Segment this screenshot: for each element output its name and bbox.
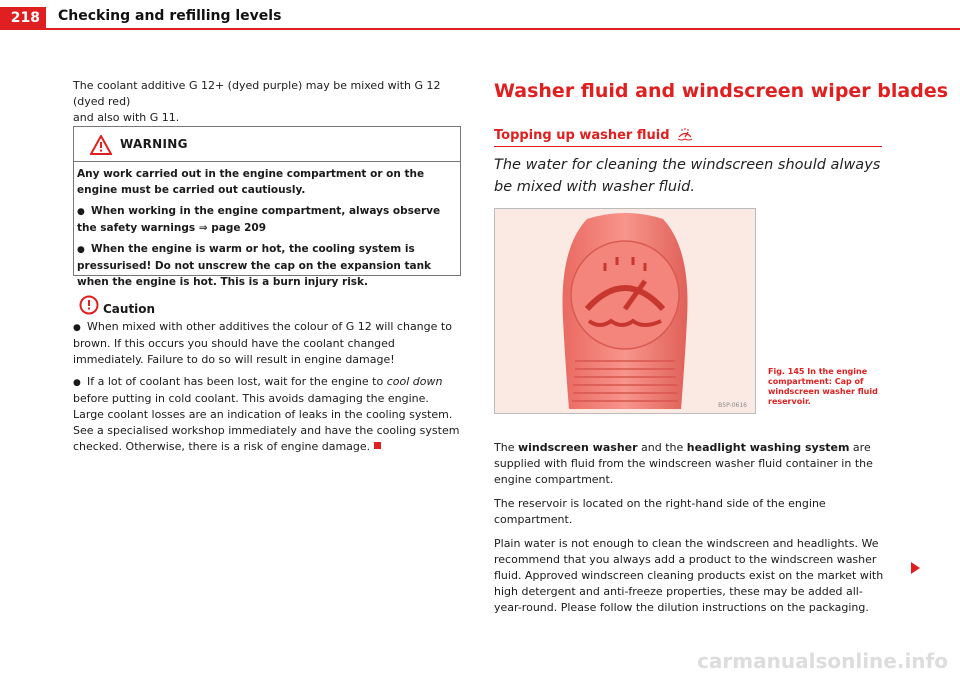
bullet-icon: ●	[77, 207, 85, 217]
bullet-icon: ●	[77, 245, 85, 255]
figure-caption: Fig. 145 In the engine compartment: Cap of windscreen washer fluid reservoir.	[768, 367, 878, 406]
caution-title: Caution	[103, 302, 156, 316]
intro-line-1: The coolant additive G 12+ (dyed purple) may be mixed with G 12 (dyed red)	[73, 79, 441, 108]
caution-bullet-2: ● If a lot of coolant has been lost, wait for the engine to cool down before putting in cold coolant. This avoids damaging the engine. Large coolant losses are an indication of leaks in the cooling system. See a specialised workshop immediately and have the cooling system checked. Otherwise, there is a risk of engine damage.	[73, 375, 460, 453]
caution-bullet-1: ● When mixed with other additives the colour of G 12 will change to brown. If this occurs you should have the coolant changed immediately. Failure to do so will result in engine damage!	[73, 320, 452, 366]
paragraph-2: The reservoir is located on the right-hand side of the engine compartment.	[494, 497, 826, 526]
header-rule	[46, 28, 960, 30]
warning-title: WARNING	[120, 137, 188, 151]
warning-bullet-1: ● When working in the engine compartment, always observe the safety warnings ⇒ page 209	[77, 205, 441, 234]
lead-paragraph: The water for cleaning the windscreen should always be mixed with washer fluid.	[494, 157, 881, 195]
warning-triangle-icon	[90, 135, 112, 155]
paragraph-3: Plain water is not enough to clean the windscreen and headlights. We recommend that you always add a product to the windscreen washer fluid. Approved windscreen cleaning products exist on the market with high detergent and anti-freeze properties, these may be added all-year-round. Please follow the dilution instructions on the packaging.	[494, 537, 884, 614]
emphasis-text: cool down	[386, 375, 443, 388]
page-reference-link[interactable]: page 209	[211, 222, 267, 234]
bullet-icon: ●	[73, 323, 81, 333]
chapter-title: Checking and refilling levels	[58, 8, 282, 24]
warning-header	[74, 127, 460, 162]
section-heading: Washer fluid and windscreen wiper blades	[494, 80, 949, 102]
warning-box	[73, 126, 461, 288]
page-header	[0, 0, 960, 32]
page-number: 218	[0, 7, 46, 30]
caution-header	[73, 295, 463, 319]
bullet-icon: ●	[73, 378, 81, 388]
warning-body	[74, 162, 460, 290]
warning-paragraph: Any work carried out in the engine compartment or on the engine must be carried out cautiously.	[77, 168, 425, 196]
washer-reservoir-cap-image	[495, 209, 755, 413]
subsection-rule	[494, 146, 882, 147]
arrow-right-icon: ⇒	[198, 222, 208, 234]
washer-fluid-symbol-icon	[677, 128, 693, 141]
paragraph-1: The windscreen washer and the headlight washing system are supplied with fluid from the windscreen washer fluid container in the engine compartment.	[494, 441, 873, 486]
intro-line-2: and also with G 11.	[73, 111, 180, 124]
end-of-section-marker	[374, 442, 381, 449]
continue-arrow-icon	[911, 562, 920, 574]
caution-exclamation-icon	[79, 295, 99, 315]
warning-bullet-2: ● When the engine is warm or hot, the cooling system is pressurised! Do not unscrew the cap on the expansion tank when the engine is hot. This is a burn injury risk.	[77, 243, 432, 288]
figure-washer-cap	[494, 208, 756, 414]
caution-section	[73, 295, 463, 461]
body-text	[494, 440, 884, 624]
figure-code: B5P-0616	[718, 402, 747, 409]
watermark: carmanualsonline.info	[697, 649, 948, 673]
subsection-heading: Topping up washer fluid	[494, 128, 693, 143]
